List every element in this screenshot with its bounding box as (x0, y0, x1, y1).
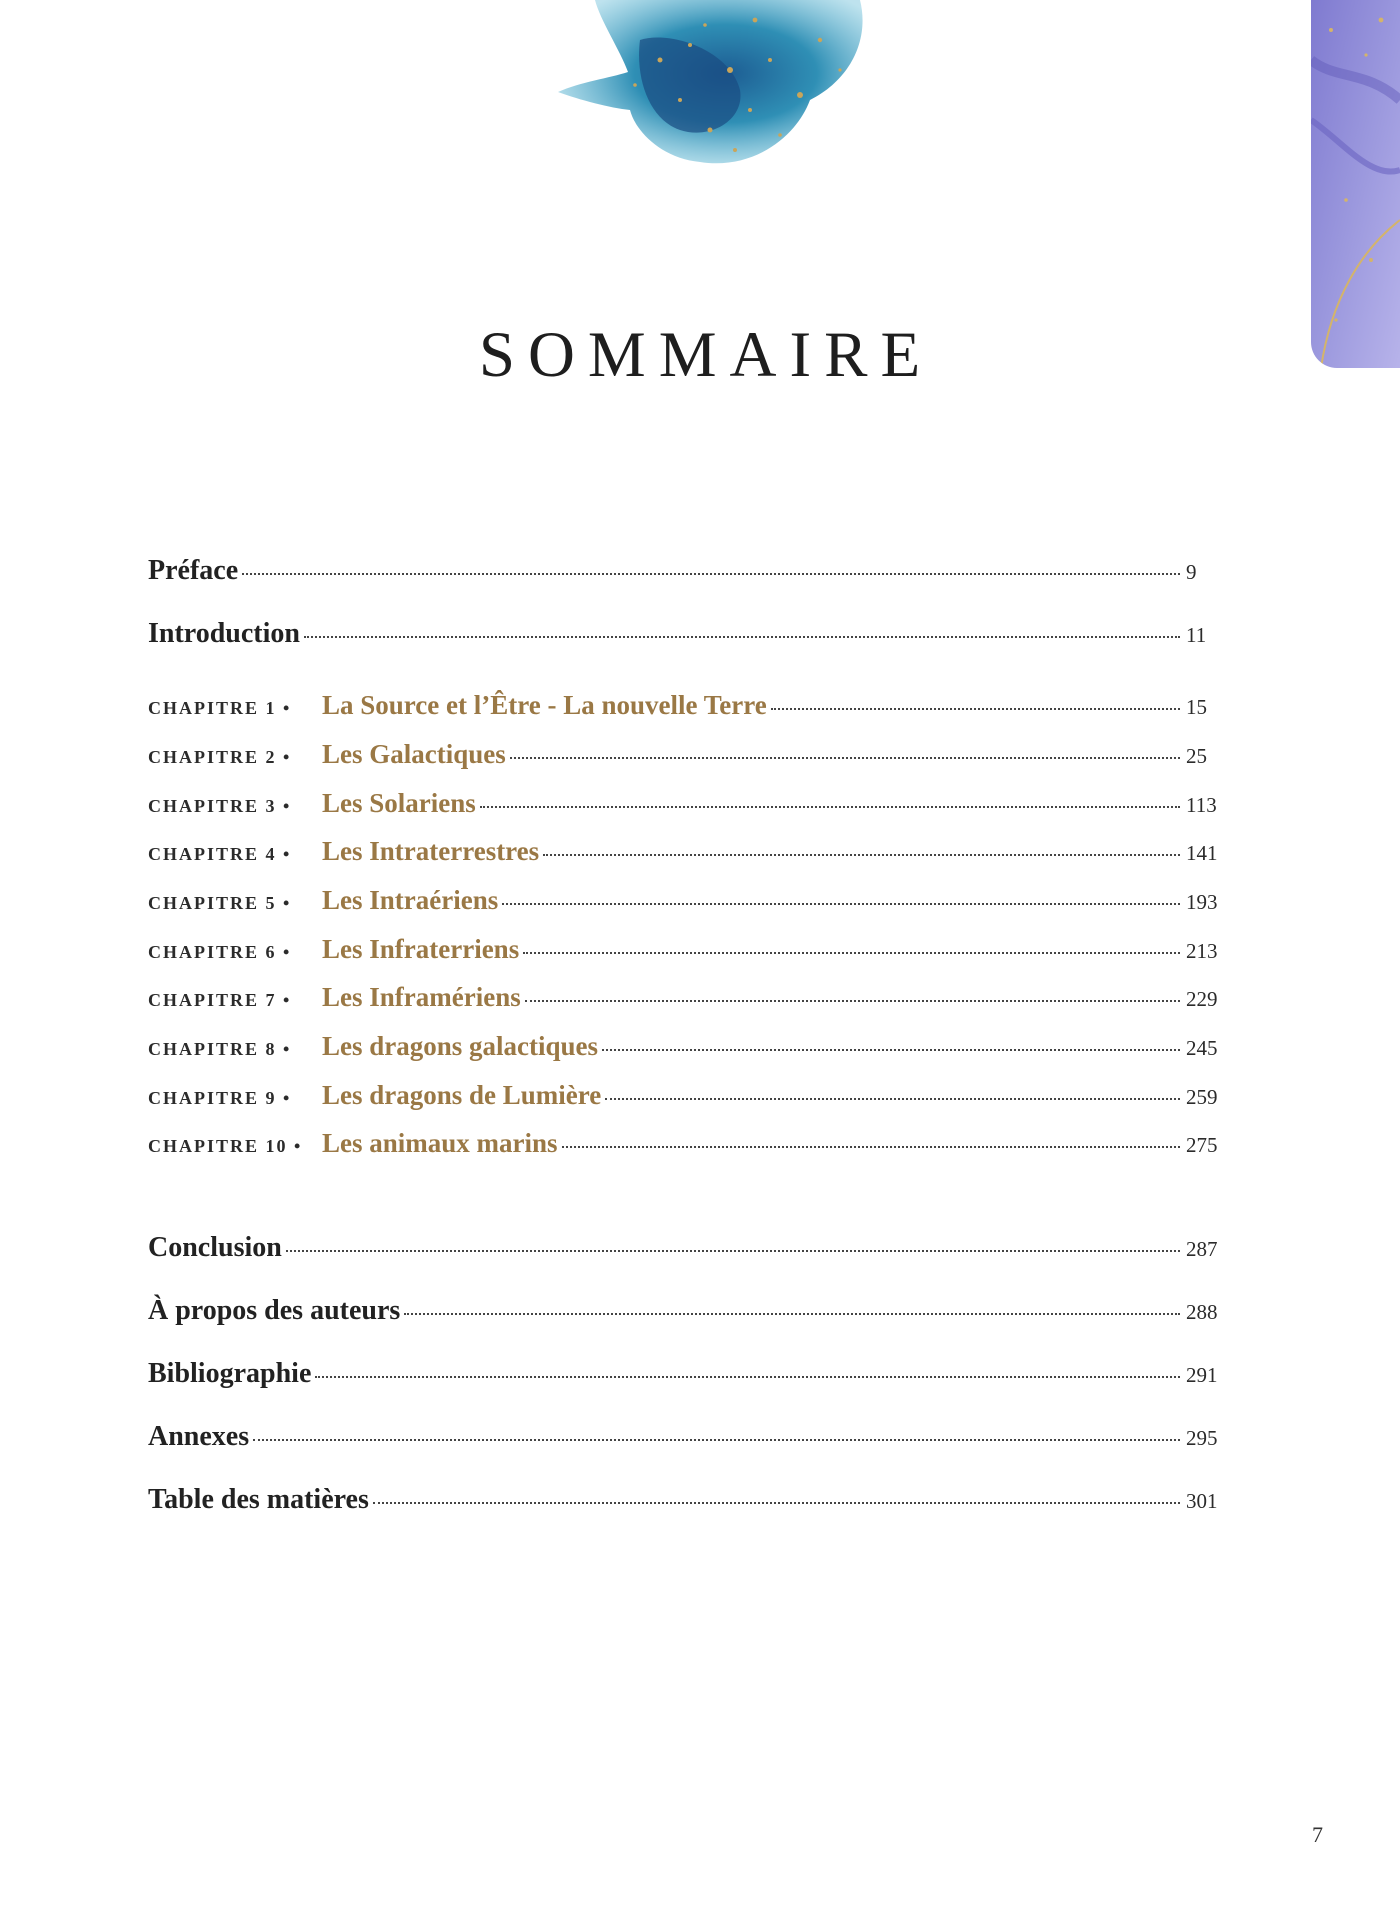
dot-leader (242, 573, 1180, 575)
toc-chapter-7[interactable] (148, 982, 1228, 1013)
toc-page-number: 275 (1186, 1133, 1218, 1157)
dot-leader (404, 1313, 1180, 1315)
chapter-title: Les Infraterriens (322, 934, 520, 964)
dot-leader (543, 854, 1180, 856)
toc-page-number: 229 (1186, 987, 1218, 1011)
dot-leader (304, 636, 1180, 638)
toc-chapter-6[interactable] (148, 934, 1228, 965)
chapter-number: CHAPITRE 1 • (148, 698, 292, 718)
chapter-title: Les Intraériens (322, 885, 499, 915)
toc-entry-introduction[interactable] (148, 618, 1228, 650)
toc-entry-bibliography[interactable] (148, 1358, 1228, 1390)
dot-leader (523, 952, 1180, 954)
toc-entry-table-of-contents[interactable] (148, 1484, 1228, 1516)
toc-entry-label: Introduction (148, 618, 300, 649)
toc-page-number: 141 (1186, 841, 1218, 865)
page-title: SOMMAIRE (478, 319, 934, 391)
toc-page-number: 291 (1186, 1363, 1218, 1387)
toc-chapter-4[interactable] (148, 836, 1228, 867)
toc-page-number: 9 (1186, 560, 1197, 584)
toc-page-number: 259 (1186, 1085, 1218, 1109)
toc-page-number: 213 (1186, 939, 1218, 963)
chapter-number: CHAPITRE 3 • (148, 796, 292, 816)
toc-page-number: 245 (1186, 1036, 1218, 1060)
toc-page-number: 301 (1186, 1489, 1218, 1513)
toc-page-number: 193 (1186, 890, 1218, 914)
dot-leader (771, 708, 1180, 710)
chapter-title: Les dragons de Lumière (322, 1080, 602, 1110)
toc-page-number: 288 (1186, 1300, 1218, 1324)
dot-leader (286, 1250, 1180, 1252)
watercolor-splash-decoration (540, 0, 870, 175)
toc-page-number: 15 (1186, 695, 1207, 719)
toc-chapter-1[interactable] (148, 690, 1228, 721)
dot-leader (562, 1146, 1180, 1148)
page-number: 7 (1312, 1822, 1323, 1847)
dot-leader (525, 1000, 1180, 1002)
toc-entry-label: Annexes (148, 1421, 250, 1452)
toc-entry-label: Table des matières (148, 1484, 369, 1515)
toc-entry-preface[interactable] (148, 555, 1228, 587)
toc-chapter-3[interactable] (148, 788, 1228, 819)
chapter-title: Les Intraterrestres (322, 836, 540, 866)
toc-entry-label: À propos des auteurs (148, 1295, 401, 1326)
dot-leader (373, 1502, 1180, 1504)
chapter-title: Les animaux marins (322, 1128, 558, 1158)
toc-entry-label: Préface (148, 555, 239, 586)
toc-entry-label: Bibliographie (148, 1358, 312, 1389)
dot-leader (315, 1376, 1180, 1378)
chapter-number: CHAPITRE 2 • (148, 747, 292, 767)
toc-chapter-2[interactable] (148, 739, 1228, 770)
dot-leader (480, 806, 1180, 808)
marbled-side-tab-decoration (1311, 0, 1400, 368)
chapter-title: Les Solariens (322, 788, 476, 818)
chapter-title: La Source et l’Être - La nouvelle Terre (322, 690, 767, 720)
dot-leader (510, 757, 1180, 759)
toc-entry-about-authors[interactable] (148, 1295, 1228, 1327)
toc-page-number: 295 (1186, 1426, 1218, 1450)
chapter-number: CHAPITRE 8 • (148, 1039, 292, 1059)
toc-entry-conclusion[interactable] (148, 1232, 1228, 1264)
toc-page-number: 11 (1186, 623, 1207, 647)
toc-entry-annexes[interactable] (148, 1421, 1228, 1453)
toc-chapter-9[interactable] (148, 1080, 1228, 1111)
chapter-title: Les Galactiques (322, 739, 506, 769)
chapter-number: CHAPITRE 6 • (148, 942, 292, 962)
dot-leader (502, 903, 1180, 905)
chapter-title: Les dragons galactiques (322, 1031, 599, 1061)
dot-leader (253, 1439, 1180, 1441)
chapter-number: CHAPITRE 5 • (148, 893, 292, 913)
chapter-number: CHAPITRE 9 • (148, 1088, 292, 1108)
dot-leader (602, 1049, 1180, 1051)
chapter-number: CHAPITRE 4 • (148, 844, 292, 864)
chapter-number: CHAPITRE 7 • (148, 990, 292, 1010)
toc-page-number: 113 (1186, 793, 1217, 817)
toc-chapter-10[interactable] (148, 1128, 1228, 1159)
chapter-title: Les Inframériens (322, 982, 521, 1012)
toc-page-number: 287 (1186, 1237, 1218, 1261)
toc-entry-label: Conclusion (148, 1232, 282, 1263)
toc-chapter-8[interactable] (148, 1031, 1228, 1062)
dot-leader (605, 1098, 1180, 1100)
toc-chapter-5[interactable] (148, 885, 1228, 916)
chapter-number: CHAPITRE 10 • (148, 1136, 303, 1156)
toc-page-number: 25 (1186, 744, 1207, 768)
